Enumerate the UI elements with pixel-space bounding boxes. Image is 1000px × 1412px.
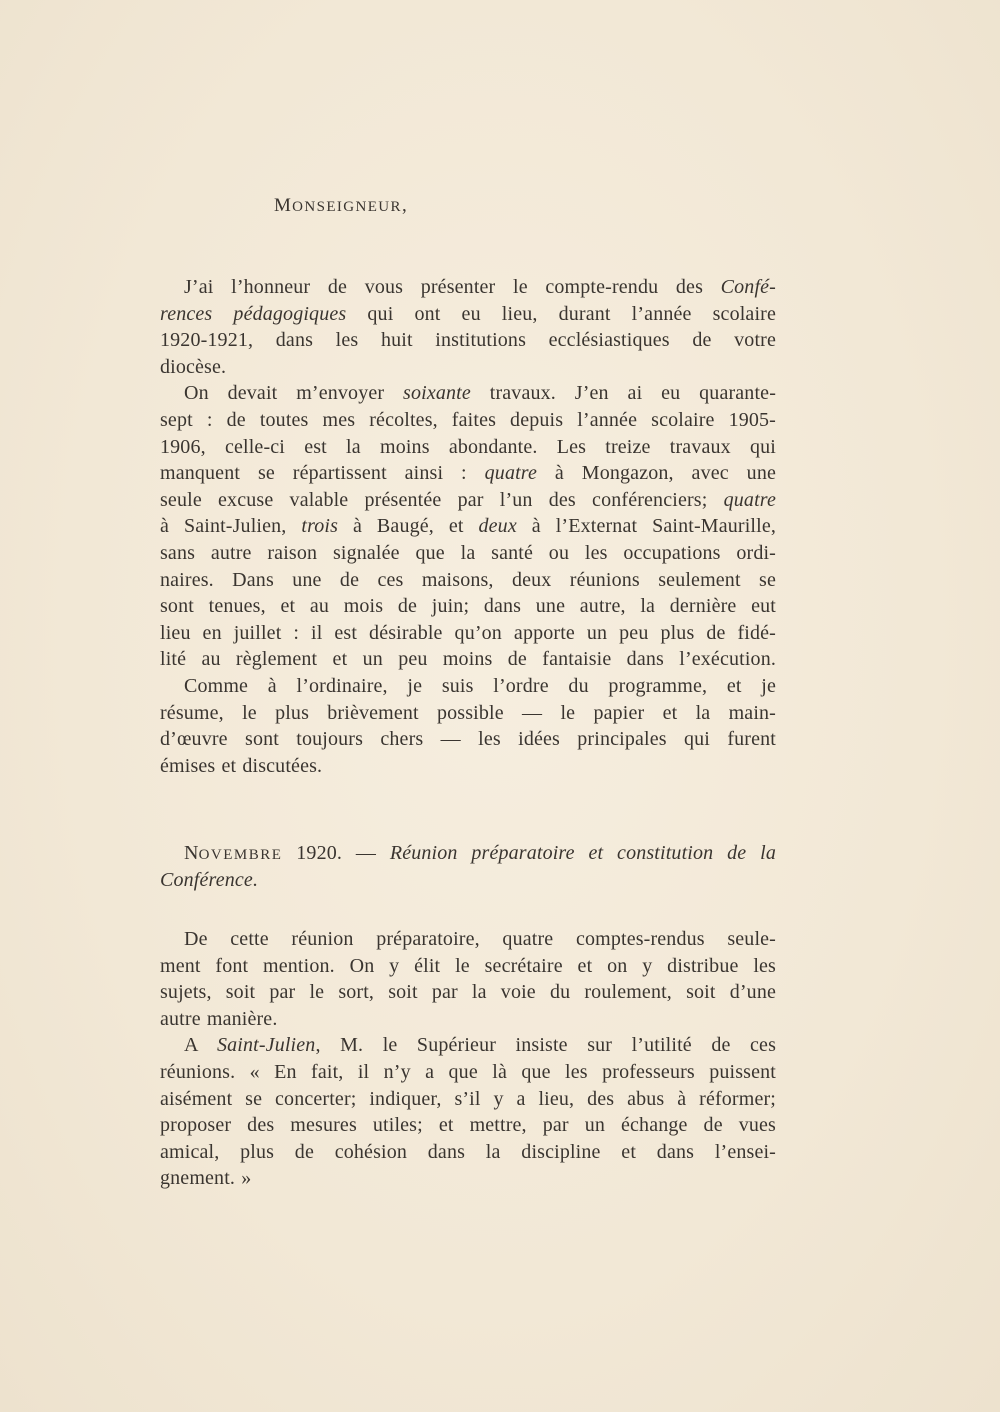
heading-title: Réunion préparatoire et constitution de la [389,842,776,864]
text-line: diocèse. [160,355,227,378]
text-line: résume, le plus brièvement possible — le papier et la main- [160,701,776,724]
text-line: seule excuse valable présentée par l’un des conférenciers; quatre [160,488,776,511]
text-line: réunions. « En fait, il n’y a que là que les professeurs puissent [160,1060,776,1083]
text-line: proposer des mesures utiles; et mettre, par un échange de vues [160,1114,776,1137]
heading-month-rest: OVEMBRE [198,847,283,863]
text-line: Comme à l’ordinaire, je suis l’ordre du programme, et je [184,674,776,697]
text-line: A Saint-Julien, M. le Supérieur insiste sur l’utilité de ces [184,1034,777,1057]
text-line: à Saint-Julien, trois à Baugé, et deux à l’Externat Saint-Maurille, [160,515,776,538]
salutation-rest: ONSEIGNEUR [292,199,402,215]
intro-text [160,274,776,779]
text-line: 1906, celle-ci est la moins abondante. Les treize travaux qui [160,435,776,458]
heading-line [160,840,776,867]
text-line: rences pédagogiques qui ont eu lieu, durant l’année scolaire [160,302,776,325]
section-body [160,926,776,1192]
text-line: autre manière. [160,1007,278,1030]
heading-year: 1920. — [282,842,390,864]
salutation-initial: M [274,195,293,216]
text-line: 1920-1921, dans les huit institutions ecclésiastiques de votre [160,329,776,352]
salutation-punct: , [401,195,408,216]
text-line: sont tenues, et au mois de juin; dans une autre, la dernière eut [160,595,776,618]
text-line: lité au règlement et un peu moins de fantaisie dans l’exécution. [160,648,776,671]
text-line: ment font mention. On y élit le secrétaire et on y distribue les [160,954,776,977]
heading-line [160,867,776,894]
text-line: J’ai l’honneur de vous présenter le compte-rendu des Confé- [184,276,776,298]
text-line: naires. Dans une de ces maisons, deux réunions seulement se [160,568,776,591]
text-line: manquent se répartissent ainsi : quatre à Mongazon, avec une [160,462,776,485]
salutation [274,193,408,220]
text-line: amical, plus de cohésion dans la discipline et dans l’ensei- [160,1140,776,1163]
text-line: sept : de toutes mes récoltes, faites depuis l’année scolaire 1905- [160,408,776,431]
text-line: aisément se concerter; indiquer, s’il y a lieu, des abus à réformer; [160,1087,776,1110]
heading-month-initial: N [184,842,199,864]
text-line: On devait m’envoyer soixante travaux. J’en ai eu quarante- [184,382,777,405]
section-heading [160,840,776,893]
text-line: d’œuvre sont toujours chers — les idées principales qui furent [160,728,776,751]
text-line: sujets, soit par le sort, soit par la voie du roulement, soit d’une [160,981,776,1004]
text-line: émises et discutées. [160,754,323,777]
heading-title-cont: Conférence. [160,868,259,891]
text-line: sans autre raison signalée que la santé ou les occupations ordi- [160,541,776,564]
text-line: gnement. » [160,1167,252,1190]
text-line: De cette réunion préparatoire, quatre comptes-rendus seule- [184,928,776,950]
text-line: lieu en juillet : il est désirable qu’on apporte un peu plus de fidé- [160,621,776,644]
